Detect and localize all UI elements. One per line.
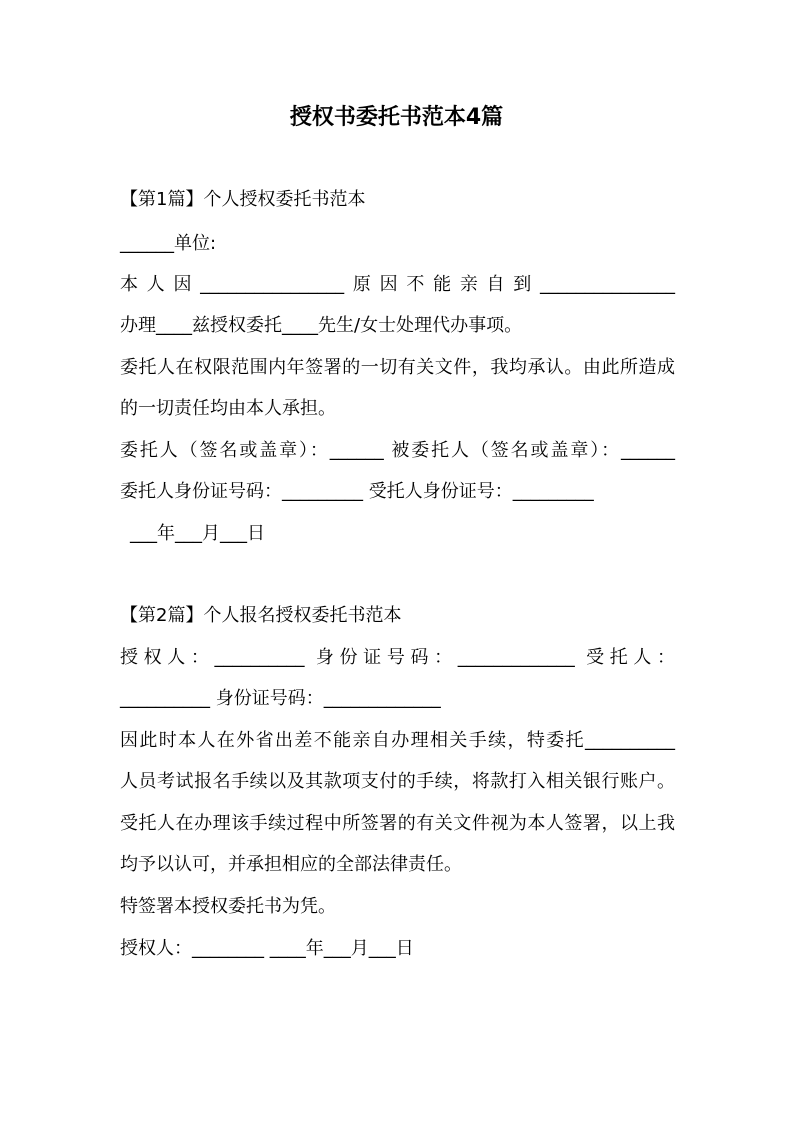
document-title: 授权书委托书范本4篇 bbox=[289, 105, 504, 130]
section-1-line: 委托人在权限范围内年签署的一切有关文件，我均承认。由此所造成 bbox=[120, 357, 675, 378]
section-1-line: 办理____兹授权委托____先生/女士处理代办事项。 bbox=[120, 315, 523, 336]
section-2-line: 因此时本人在外省出差不能亲自办理相关手续，特委托__________ bbox=[120, 730, 675, 751]
section-1-line: ______单位: bbox=[120, 233, 217, 254]
section-1-line: 的一切责任均由本人承担。 bbox=[120, 398, 336, 419]
section-1-line: 本人因________________原因不能亲自到_______________ bbox=[120, 274, 675, 295]
section-2-line: __________ 身份证号码：_____________ bbox=[120, 688, 441, 709]
section-2-heading: 【第2篇】个人报名授权委托书范本 bbox=[120, 605, 402, 626]
section-2-signature-line: 授权人：________ ____年___月___日 bbox=[120, 938, 414, 959]
section-2-line: 受托人在办理该手续过程中所签署的有关文件视为本人签署，以上我 bbox=[120, 813, 675, 834]
section-2-line: 授权人：__________ 身份证号码：_____________ 受托人： bbox=[120, 647, 675, 668]
section-2-line: 均予以认可，并承担相应的全部法律责任。 bbox=[120, 854, 462, 875]
section-2-line: 人员考试报名手续以及其款项支付的手续，将款打入相关银行账户。 bbox=[120, 771, 675, 792]
section-2-line: 特签署本授权委托书为凭。 bbox=[120, 896, 336, 917]
section-1-heading: 【第1篇】个人授权委托书范本 bbox=[120, 189, 366, 210]
section-1-line: 委托人身份证号码：_________ 受托人身份证号：_________ bbox=[120, 481, 594, 502]
section-1-line: 委托人（签名或盖章）：______ 被委托人（签名或盖章）：______ bbox=[120, 440, 675, 461]
section-1-date-line: ___年___月___日 bbox=[130, 523, 265, 544]
